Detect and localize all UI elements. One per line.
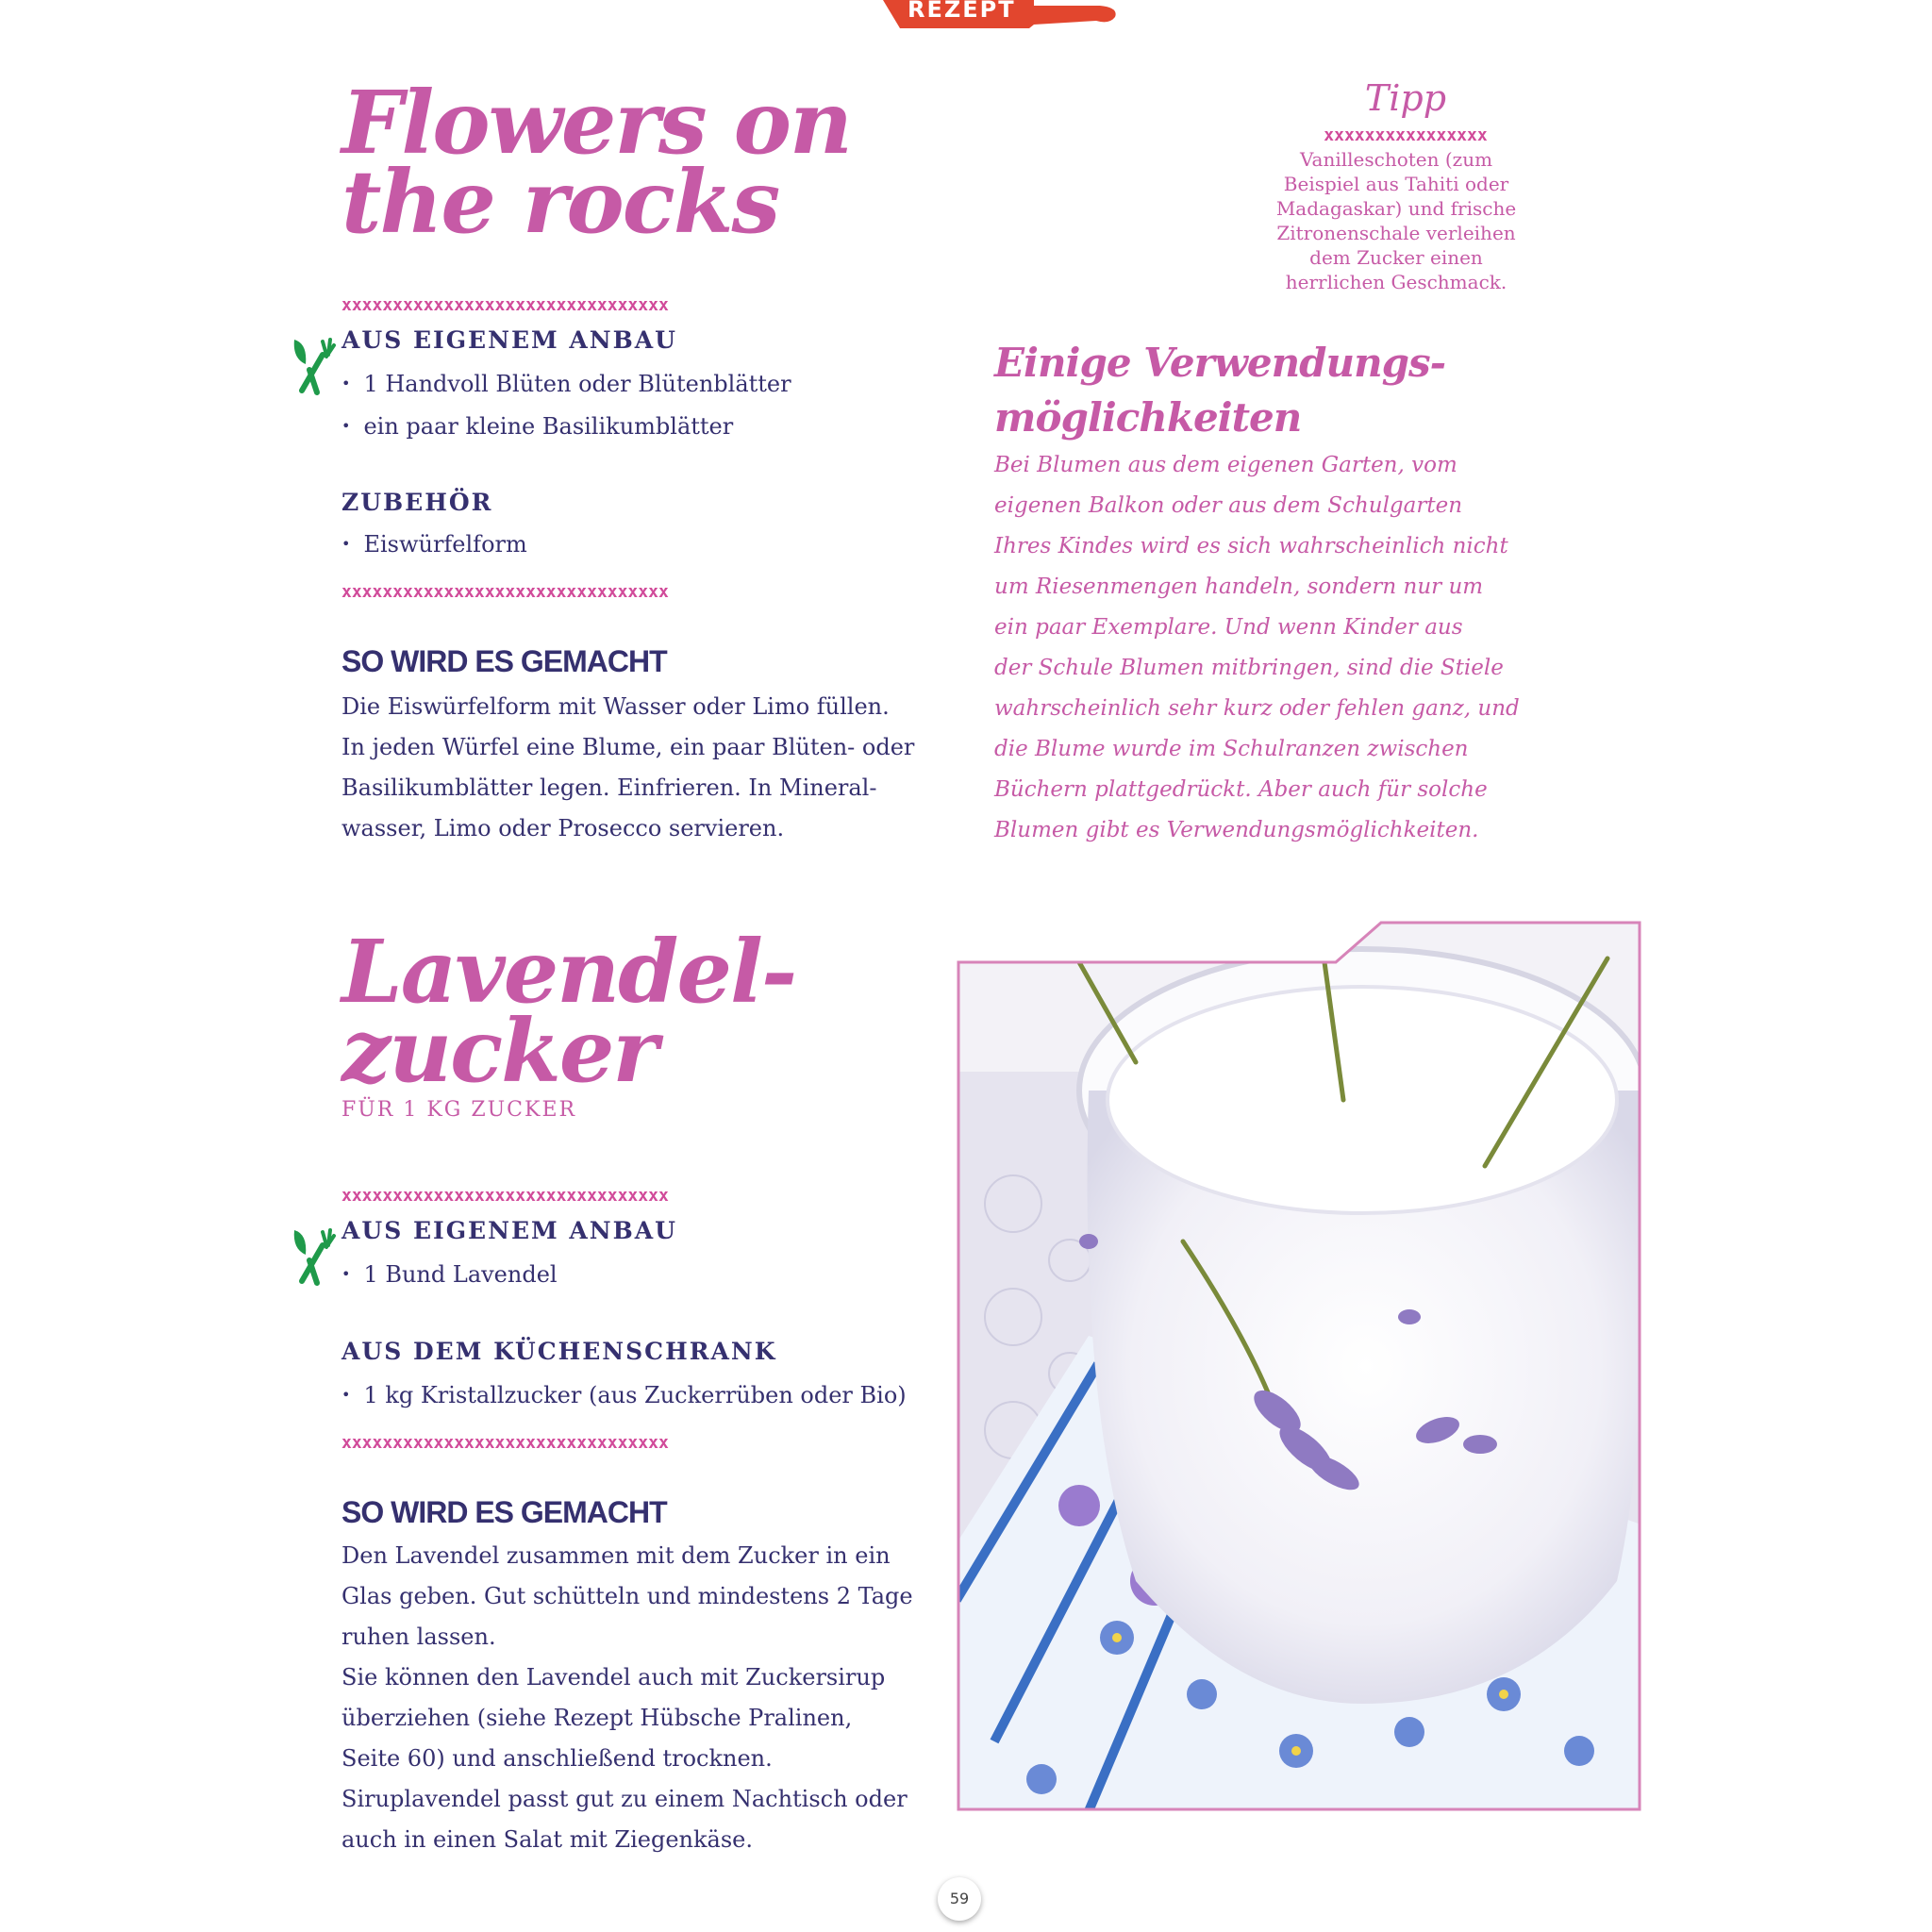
section-tab-label: REZEPT [908, 0, 1016, 23]
method-heading: SO WIRD ES GEMACHT [341, 644, 667, 678]
list-item: • 1 Handvoll Blüten oder Blütenblätter [341, 364, 791, 407]
list-item: • 1 Bund Lavendel [341, 1255, 558, 1297]
method-text: Den Lavendel zusammen mit dem Zucker in ein Glas geben. Gut schütteln und mindestens 2 Tage ruhen lassen. Sie können den Lavendel auch mit Zuckersirup überziehen (siehe Rezept Hübsche Pralinen, Seite 60) und anschließend trocknen. Siruplavendel passt gut zu einem Nachtisch oder auch in einen Salat mit Ziegenkäse. [341, 1542, 913, 1853]
list-item: • 1 kg Kristallzucker (aus Zuckerrüben oder Bio) [341, 1375, 907, 1418]
method-heading: SO WIRD ES GEMACHT [341, 1495, 667, 1529]
tools-heading: ZUBEHÖR [341, 489, 493, 516]
divider: xxxxxxxxxxxxxxxxxxxxxxxxxxxxxxxx [341, 1187, 669, 1206]
herb-icon [289, 336, 338, 398]
list-item: • Eiswürfelform [341, 525, 527, 567]
divider: xxxxxxxxxxxxxxxxxxxxxxxxxxxxxxxx [341, 583, 669, 602]
section-tab [883, 0, 1119, 28]
usage-text: Bei Blumen aus dem eigenen Garten, vom eigenen Balkon oder aus dem Schulgarten Ihres Kindes wird es sich wahrscheinlich nicht um Riesenmengen handeln, sondern nur um ein paar Exemplare. Und wenn Kinder aus der Schule Blumen mitbringen, sind die Stiele wahrscheinlich sehr kurz oder fehlen ganz, und die Blume wurde im Schulranzen zwischen Büchern plattgedrückt. Aber auch für solche Blumen gibt es Verwendungsmöglichkeiten. [994, 453, 1520, 842]
herb-icon [289, 1226, 338, 1289]
page-number: 59 [938, 1877, 981, 1921]
recipe2-title: Lavendel- zucker [341, 921, 796, 1102]
tipp-title: Tipp [1364, 77, 1447, 119]
lavender-sugar-photo [957, 921, 1641, 1811]
recipe2-yield: FÜR 1 KG ZUCKER [341, 1098, 577, 1122]
tipp-text: Vanilleschoten (zum Beispiel aus Tahiti oder Madagaskar) und frische Zitronenschale verleihen dem Zucker einen herrlichen Geschmack. [1275, 148, 1517, 293]
garden-list [341, 1255, 558, 1297]
garden-heading: AUS EIGENEM ANBAU [341, 326, 677, 354]
method-text: Die Eiswürfelform mit Wasser oder Limo füllen. In jeden Würfel eine Blume, ein paar Blüten- oder Basilikumblätter legen. Einfrieren. In Mineral- wasser, Limo oder Prosecco servieren. [341, 693, 915, 841]
pantry-list [341, 1375, 907, 1418]
tipp-divider: xxxxxxxxxxxxxxxx [1324, 126, 1488, 145]
tools-list [341, 525, 527, 567]
usage-heading: Einige Verwendungs- möglichkeiten [994, 340, 1446, 441]
divider: xxxxxxxxxxxxxxxxxxxxxxxxxxxxxxxx [341, 1434, 669, 1453]
list-item: • ein paar kleine Basilikumblätter [341, 407, 791, 449]
pantry-heading: AUS DEM KÜCHENSCHRANK [341, 1338, 777, 1365]
divider: xxxxxxxxxxxxxxxxxxxxxxxxxxxxxxxx [341, 296, 669, 315]
garden-list [341, 364, 791, 449]
garden-heading: AUS EIGENEM ANBAU [341, 1217, 677, 1244]
recipe1-title: Flowers on the rocks [341, 72, 851, 253]
